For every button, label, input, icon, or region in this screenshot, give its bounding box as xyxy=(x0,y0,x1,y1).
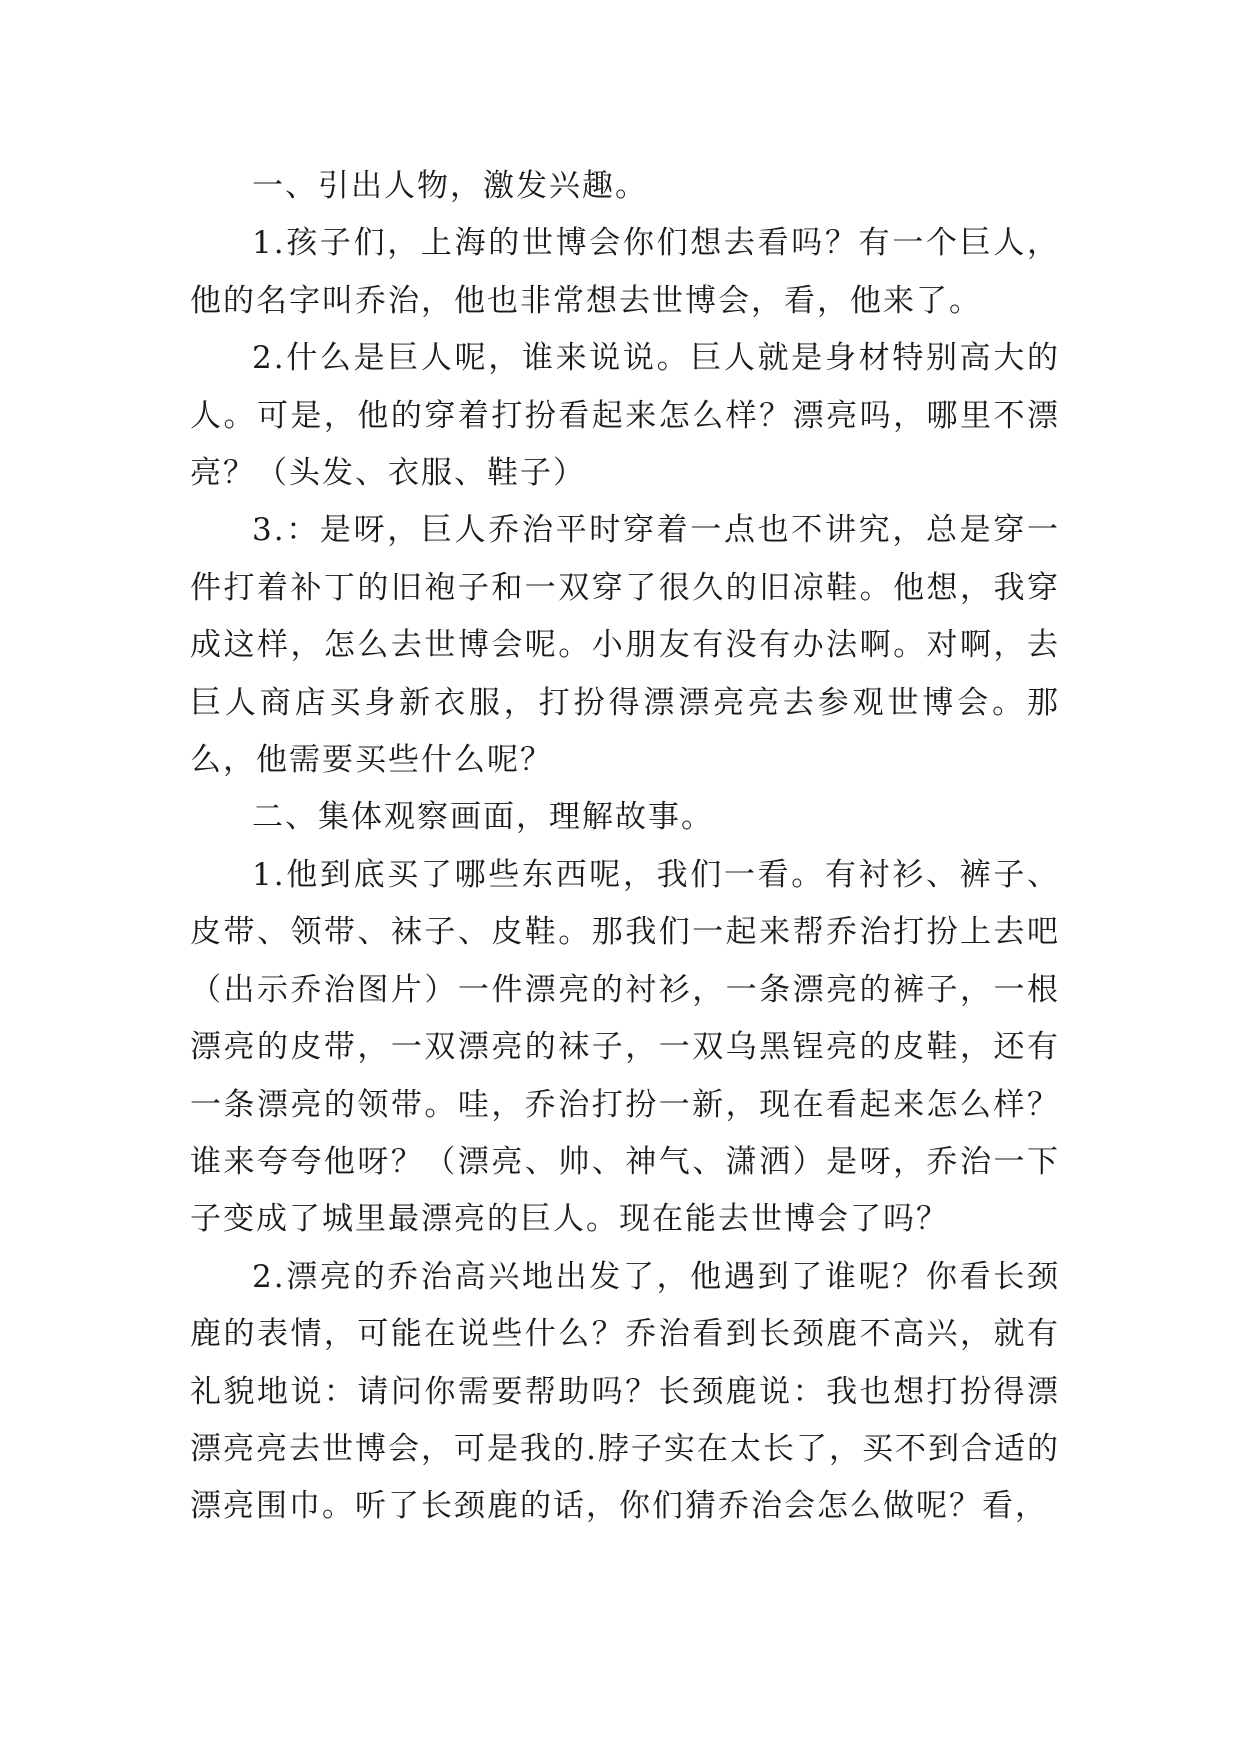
paragraph-4: 1.他到底买了哪些东西呢，我们一看。有衬衫、裤子、皮带、领带、袜子、皮鞋。那我们一起来帮乔治打扮上去吧（出示乔治图片）一件漂亮的衬衫，一条漂亮的裤子，一根漂亮的皮带，一双漂亮的袜子，一双乌黑锃亮的皮鞋，还有一条漂亮的领带。哇，乔治打扮一新，现在看起来怎么样？谁来夸夸他呀？（漂亮、帅、神气、潇洒）是呀，乔治一下子变成了城里最漂亮的巨人。现在能去世博会了吗？ xyxy=(190,856,1060,1238)
paragraph-2: 2.什么是巨人呢，谁来说说。巨人就是身材特别高大的人。可是，他的穿着打扮看起来怎么样？漂亮吗，哪里不漂亮？（头发、衣服、鞋子） xyxy=(190,340,1060,492)
section-heading-1: 一、引出人物，激发兴趣。 xyxy=(252,168,648,204)
paragraph-1: 1.孩子们，上海的世博会你们想去看吗？有一个巨人，他的名字叫乔治，他也非常想去世博会，看，他来了。 xyxy=(190,225,1060,319)
document-body xyxy=(190,158,1060,1536)
paragraph-5: 2.漂亮的乔治高兴地出发了，他遇到了谁呢？你看长颈鹿的表情，可能在说些什么？乔治看到长颈鹿不高兴，就有礼貌地说：请问你需要帮助吗？长颈鹿说：我也想打扮得漂漂亮亮去世博会，可是我的.脖子实在太长了，买不到合适的漂亮围巾。听了长颈鹿的话，你们猜乔治会怎么做呢？看， xyxy=(190,1258,1060,1525)
paragraph-3: 3.：是呀，巨人乔治平时穿着一点也不讲究，总是穿一件打着补丁的旧袍子和一双穿了很久的旧凉鞋。他想，我穿成这样，怎么去世博会呢。小朋友有没有办法啊。对啊，去巨人商店买身新衣服，打扮得漂漂亮亮去参观世博会。那么，他需要买些什么呢？ xyxy=(190,512,1060,779)
section-heading-2: 二、集体观察画面，理解故事。 xyxy=(252,799,714,836)
